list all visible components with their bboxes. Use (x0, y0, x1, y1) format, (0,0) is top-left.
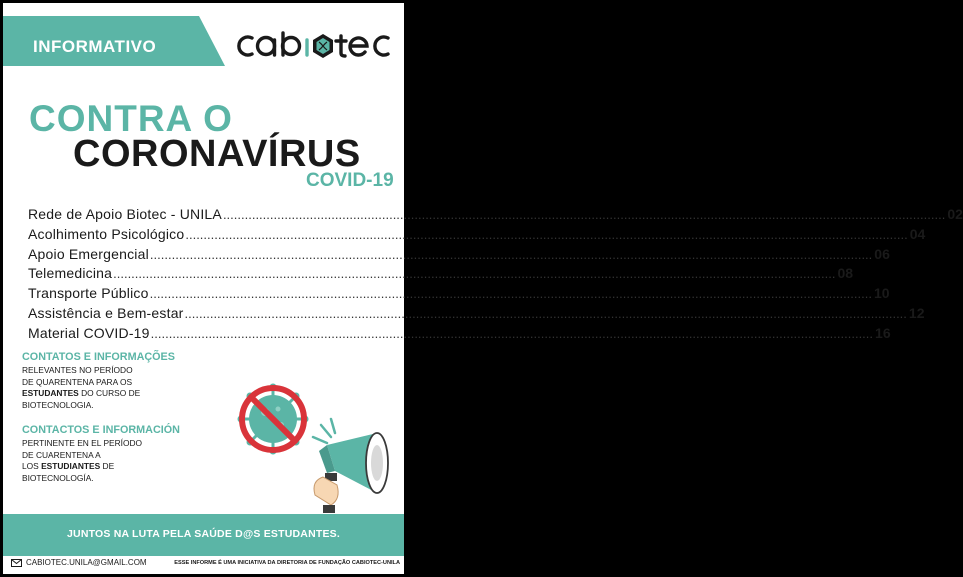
toc-item-page: 10 (873, 285, 890, 302)
contacts-pt-heading: CONTATOS E INFORMAÇÕES (22, 351, 175, 363)
contacts-es-line: BIOTECNOLOGÍA. (22, 472, 94, 483)
toc-item-label: Rede de Apoio Biotec - UNILA (28, 206, 222, 222)
contact-email[interactable]: CABIOTEC.UNILA@GMAIL.COM (26, 558, 147, 567)
footer-band (3, 514, 404, 554)
footer-slogan: JUNTOS NA LUTA PELA SAÚDE D@S ESTUDANTES. (67, 528, 340, 540)
toc-item-label: Telemedicina (28, 265, 113, 282)
toc-item-label: Assistência e Bem-estar (28, 304, 184, 321)
title-line-2: CORONAVÍRUS (73, 133, 361, 175)
covid-illustration (231, 381, 396, 513)
contacts-es-heading: CONTACTOS E INFORMACIÓN (22, 424, 180, 436)
toc-leader: ........................................................................................................................................................................................................ (113, 266, 836, 282)
toc-leader: ........................................................................................................................................................................................................ (184, 305, 907, 321)
megaphone-icon (313, 419, 388, 513)
toc-item[interactable] (28, 285, 890, 305)
cabiotec-logo (235, 29, 395, 63)
footer-note: ESSE INFORME É UMA INICIATIVA DA DIRETORIA DE FUNDAÇÃO CABIOTEC-UNILA (174, 560, 400, 566)
toc-leader: ........................................................................................................................................................................................................ (149, 246, 873, 262)
toc-item-page: 12 (908, 304, 925, 321)
toc-leader: ........................................................................................................................................................................................................ (149, 286, 872, 302)
toc-item-page: 02 (947, 206, 963, 222)
toc-item-page: 04 (909, 225, 926, 242)
contacts-portuguese (22, 351, 175, 411)
contacts-pt-line: RELEVANTES NO PERÍODO (22, 365, 133, 375)
toc-item[interactable] (28, 225, 926, 246)
contacts-pt-line: BIOTECNOLOGIA. (22, 399, 94, 410)
contacts-es-rest: DE (100, 461, 115, 471)
toc-item-label: Apoio Emergencial (28, 245, 149, 262)
informative-page (3, 3, 963, 574)
toc-item-page: 16 (875, 324, 891, 341)
contacts-es-line (22, 461, 180, 473)
title-line-1: CONTRA O (29, 98, 233, 139)
toc-item-page: 06 (874, 245, 890, 262)
toc-item-label: Material COVID-19 (28, 324, 150, 341)
toc-item[interactable] (28, 206, 963, 226)
contacts-pt-line: DE QUARENTENA PARA OS (22, 376, 133, 387)
contacts-pt-bold: ESTUDANTES (22, 388, 79, 398)
email-icon (11, 559, 22, 567)
contacts-pt-rest: DO CURSO DE (78, 388, 141, 398)
toc-item[interactable] (28, 245, 890, 266)
banner-label: INFORMATIVO (33, 37, 157, 56)
toc-item-label: Acolhimento Psicológico (28, 225, 185, 242)
toc-leader: ........................................................................................................................................................................................................ (150, 325, 874, 341)
toc-item[interactable] (28, 304, 925, 325)
toc-item-page: 08 (837, 265, 854, 282)
table-of-contents (28, 206, 963, 345)
toc-item[interactable] (28, 265, 854, 285)
contacts-spanish (22, 424, 180, 484)
footer-divider (3, 554, 404, 556)
toc-leader: ........................................................................................................................................................................................................ (185, 226, 908, 242)
toc-leader: ........................................................................................................................................................................................................ (222, 207, 946, 222)
toc-item[interactable] (28, 324, 891, 345)
contacts-es-line: DE CUARENTENA A (22, 449, 101, 460)
toc-item-label: Transporte Público (28, 285, 149, 302)
title-line-3: COVID-19 (306, 170, 394, 191)
contacts-es-line: PERTINENTE EN EL PERÍODO (22, 438, 143, 448)
contacts-es-pre: LOS (22, 461, 42, 471)
contacts-pt-line (22, 388, 175, 400)
contacts-es-bold: ESTUDIANTES (41, 461, 101, 471)
